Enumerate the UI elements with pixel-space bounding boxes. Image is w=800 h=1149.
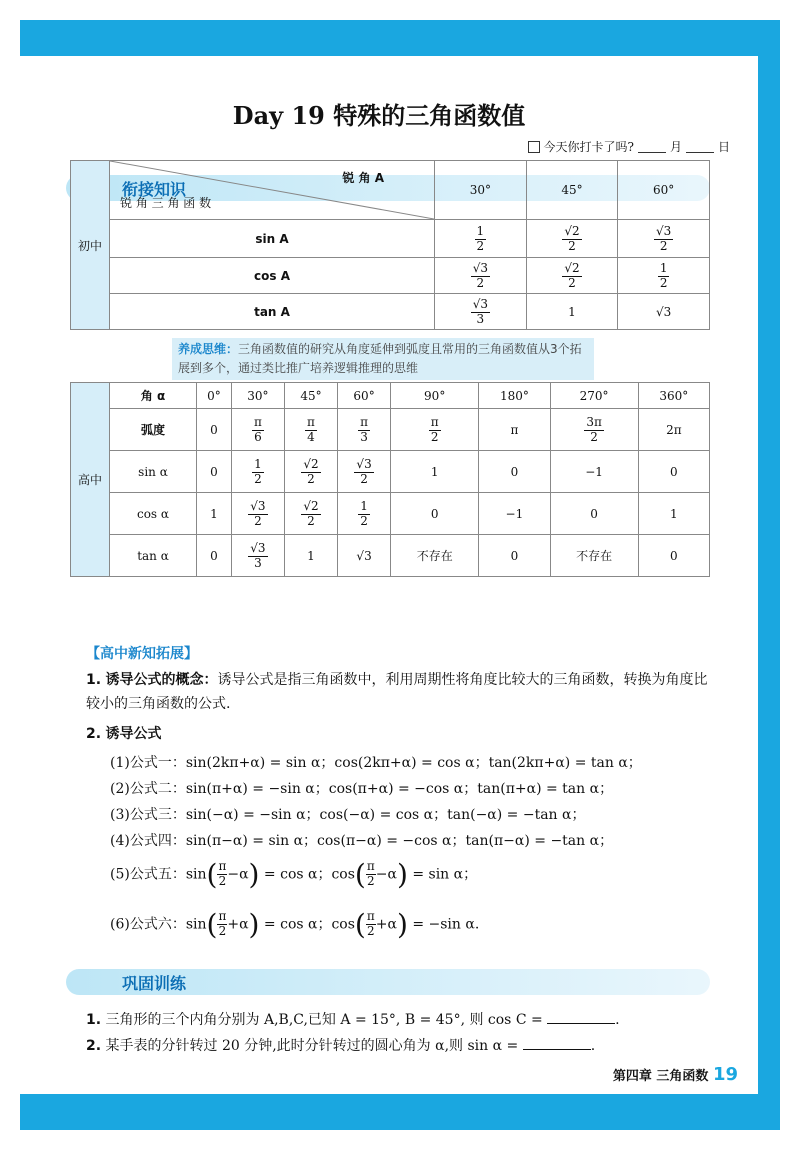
angle-cell: 0°: [197, 383, 232, 409]
row-label: 角 α: [110, 383, 197, 409]
formula-2: (2)公式二：sin(π+α) = −sin α；cos(π+α) = −cos α；tan(π+α) = tan α；: [110, 781, 614, 797]
month-label: 月: [669, 140, 682, 154]
value-cell: 1: [284, 535, 337, 577]
table-row: [71, 383, 710, 409]
angle-cell: 60°: [618, 161, 710, 220]
value-cell: $\frac{√2}{2}$: [284, 451, 337, 493]
day-blank[interactable]: [686, 140, 714, 153]
row-label: cos α: [110, 493, 197, 535]
section-title: 衔接知识: [122, 179, 187, 199]
formula-4: (4)公式四：sin(π−α) = sin α；cos(π−α) = −cos α；tan(π−α) = −tan α；: [110, 833, 614, 849]
table-row: [71, 451, 710, 493]
item-head: 诱导公式: [105, 726, 162, 742]
func-name: tan A: [110, 294, 435, 330]
value-cell: −1: [479, 493, 550, 535]
checkin-line: [528, 138, 730, 155]
rad-cell: 2π: [638, 409, 709, 451]
rad-cell: π: [479, 409, 550, 451]
side-bar: [758, 20, 780, 1130]
angle-cell: 30°: [231, 383, 284, 409]
value-cell: 0: [550, 493, 638, 535]
question-2: 2. 某手表的分针转过 20 分钟,此时分针转过的圆心角为 α,则 sin α = .: [86, 1034, 726, 1058]
value-cell: 1: [526, 294, 618, 330]
rad-cell: $\frac{\pi}{6}$: [231, 409, 284, 451]
value-cell: 0: [479, 535, 550, 577]
angle-cell: 90°: [391, 383, 479, 409]
item-number: 1.: [86, 1012, 102, 1028]
value-cell: $\frac{√3}{2}$: [435, 258, 527, 294]
tip-head: 养成思维：: [178, 342, 239, 356]
table-row: [71, 220, 710, 258]
angle-cell: 45°: [526, 161, 618, 220]
section-header-practice: [66, 969, 710, 995]
formula-heading: [86, 722, 726, 746]
value-cell: $\frac{1}{2}$: [338, 493, 391, 535]
value-cell: −1: [550, 451, 638, 493]
value-cell: $\frac{√2}{2}$: [526, 220, 618, 258]
value-cell: √3: [338, 535, 391, 577]
value-cell: $\frac{√2}{2}$: [284, 493, 337, 535]
row-label: 弧度: [110, 409, 197, 451]
bottom-bar: [20, 1094, 780, 1130]
angle-cell: 45°: [284, 383, 337, 409]
checkin-checkbox[interactable]: [528, 141, 540, 153]
chapter-label: 第四章 三角函数: [612, 1069, 709, 1084]
func-name: cos A: [110, 258, 435, 294]
rad-cell: $\frac{3\pi}{2}$: [550, 409, 638, 451]
table-row: [71, 535, 710, 577]
checkin-text: 今天你打卡了吗?: [543, 140, 634, 154]
answer-blank[interactable]: [523, 1035, 591, 1050]
formula-6: (6)公式六：sin( $\frac{\pi}{2}$ +α) = cos α；cos( $\frac{\pi}{2}$ +α) = −sin α.: [110, 908, 480, 941]
day-label: 日: [717, 140, 730, 154]
item-number: 2.: [86, 1038, 102, 1054]
month-blank[interactable]: [638, 140, 666, 153]
senior-table: [70, 382, 710, 577]
value-cell: $\frac{1}{2}$: [435, 220, 527, 258]
formula-1: (1)公式一：sin(2kπ+α) = sin α；cos(2kπ+α) = cos α；tan(2kπ+α) = tan α；: [110, 755, 642, 771]
table-row: [71, 409, 710, 451]
value-cell: $\frac{√3}{2}$: [338, 451, 391, 493]
row-label: tan α: [110, 535, 197, 577]
row-label: sin α: [110, 451, 197, 493]
table-row: [71, 493, 710, 535]
question-1: 1. 三角形的三个内角分别为 A,B,C,已知 A = 15°, B = 45°, 则 cos C = .: [86, 1008, 726, 1032]
angle-cell: 180°: [479, 383, 550, 409]
item-body: 诱导公式是指三角函数中，利用周期性将角度比较大的三角函数，转换为角度比较小的三角函数的公式.: [86, 672, 708, 712]
angle-cell: 60°: [338, 383, 391, 409]
page-footer: [613, 1064, 738, 1085]
section-title: 巩固训练: [122, 973, 187, 993]
page-title: Day 19 特殊的三角函数值: [232, 101, 526, 130]
junior-table: [70, 160, 710, 330]
value-cell: $\frac{√3}{2}$: [231, 493, 284, 535]
header-func: 锐 角 三 角 函 数: [120, 196, 212, 210]
top-bar: [20, 20, 780, 56]
value-cell: 0: [197, 535, 232, 577]
formula-5: (5)公式五：sin( $\frac{\pi}{2}$ −α) = cos α；cos( $\frac{\pi}{2}$ −α) = sin α；: [110, 858, 478, 891]
item-head: 诱导公式的概念：: [105, 672, 218, 688]
table-row: [71, 294, 710, 330]
value-cell: 1: [197, 493, 232, 535]
tip-body: 三角函数值的研究从角度延伸到弧度且常用的三角函数值从3个拓展到多个，通过类比推广培养逻辑推理的思维: [178, 342, 582, 375]
value-cell: 不存在: [391, 535, 479, 577]
value-cell: 0: [638, 451, 709, 493]
angle-cell: 270°: [550, 383, 638, 409]
value-cell: 0: [391, 493, 479, 535]
extension-title: 【高中新知拓展】: [86, 646, 198, 662]
value-cell: 0: [479, 451, 550, 493]
question-text: 某手表的分针转过 20 分钟,此时分针转过的圆心角为 α,则 sin α =: [105, 1038, 519, 1054]
junior-side-label: 初中: [71, 161, 110, 330]
value-cell: 不存在: [550, 535, 638, 577]
formula-3: (3)公式三：sin(−α) = −sin α；cos(−α) = cos α；tan(−α) = −tan α；: [110, 807, 586, 823]
diagonal-header: [110, 161, 435, 220]
value-cell: $\frac{√3}{3}$: [231, 535, 284, 577]
header-angle: 锐 角 A: [342, 171, 384, 185]
rad-cell: $\frac{\pi}{3}$: [338, 409, 391, 451]
value-cell: $\frac{√2}{2}$: [526, 258, 618, 294]
angle-cell: 30°: [435, 161, 527, 220]
rad-cell: 0: [197, 409, 232, 451]
table-row: [71, 258, 710, 294]
senior-side-label: 高中: [71, 383, 110, 577]
tip-box: [172, 338, 594, 380]
value-cell: 1: [638, 493, 709, 535]
angle-cell: 360°: [638, 383, 709, 409]
value-cell: 0: [638, 535, 709, 577]
value-cell: $\frac{√3}{3}$: [435, 294, 527, 330]
rad-cell: $\frac{\pi}{2}$: [391, 409, 479, 451]
item-number: 1.: [86, 672, 102, 688]
value-cell: $\frac{1}{2}$: [618, 258, 710, 294]
value-cell: 1: [391, 451, 479, 493]
item-number: 2.: [86, 726, 102, 742]
rad-cell: $\frac{\pi}{4}$: [284, 409, 337, 451]
concept-item: [86, 668, 712, 716]
value-cell: $\frac{1}{2}$: [231, 451, 284, 493]
value-cell: $\frac{√3}{2}$: [618, 220, 710, 258]
value-cell: 0: [197, 451, 232, 493]
question-text: 三角形的三个内角分别为 A,B,C,已知 A = 15°, B = 45°, 则 cos C =: [105, 1012, 543, 1028]
page-number: 19: [712, 1064, 738, 1085]
func-name: sin A: [110, 220, 435, 258]
value-cell: √3: [618, 294, 710, 330]
answer-blank[interactable]: [547, 1009, 615, 1024]
